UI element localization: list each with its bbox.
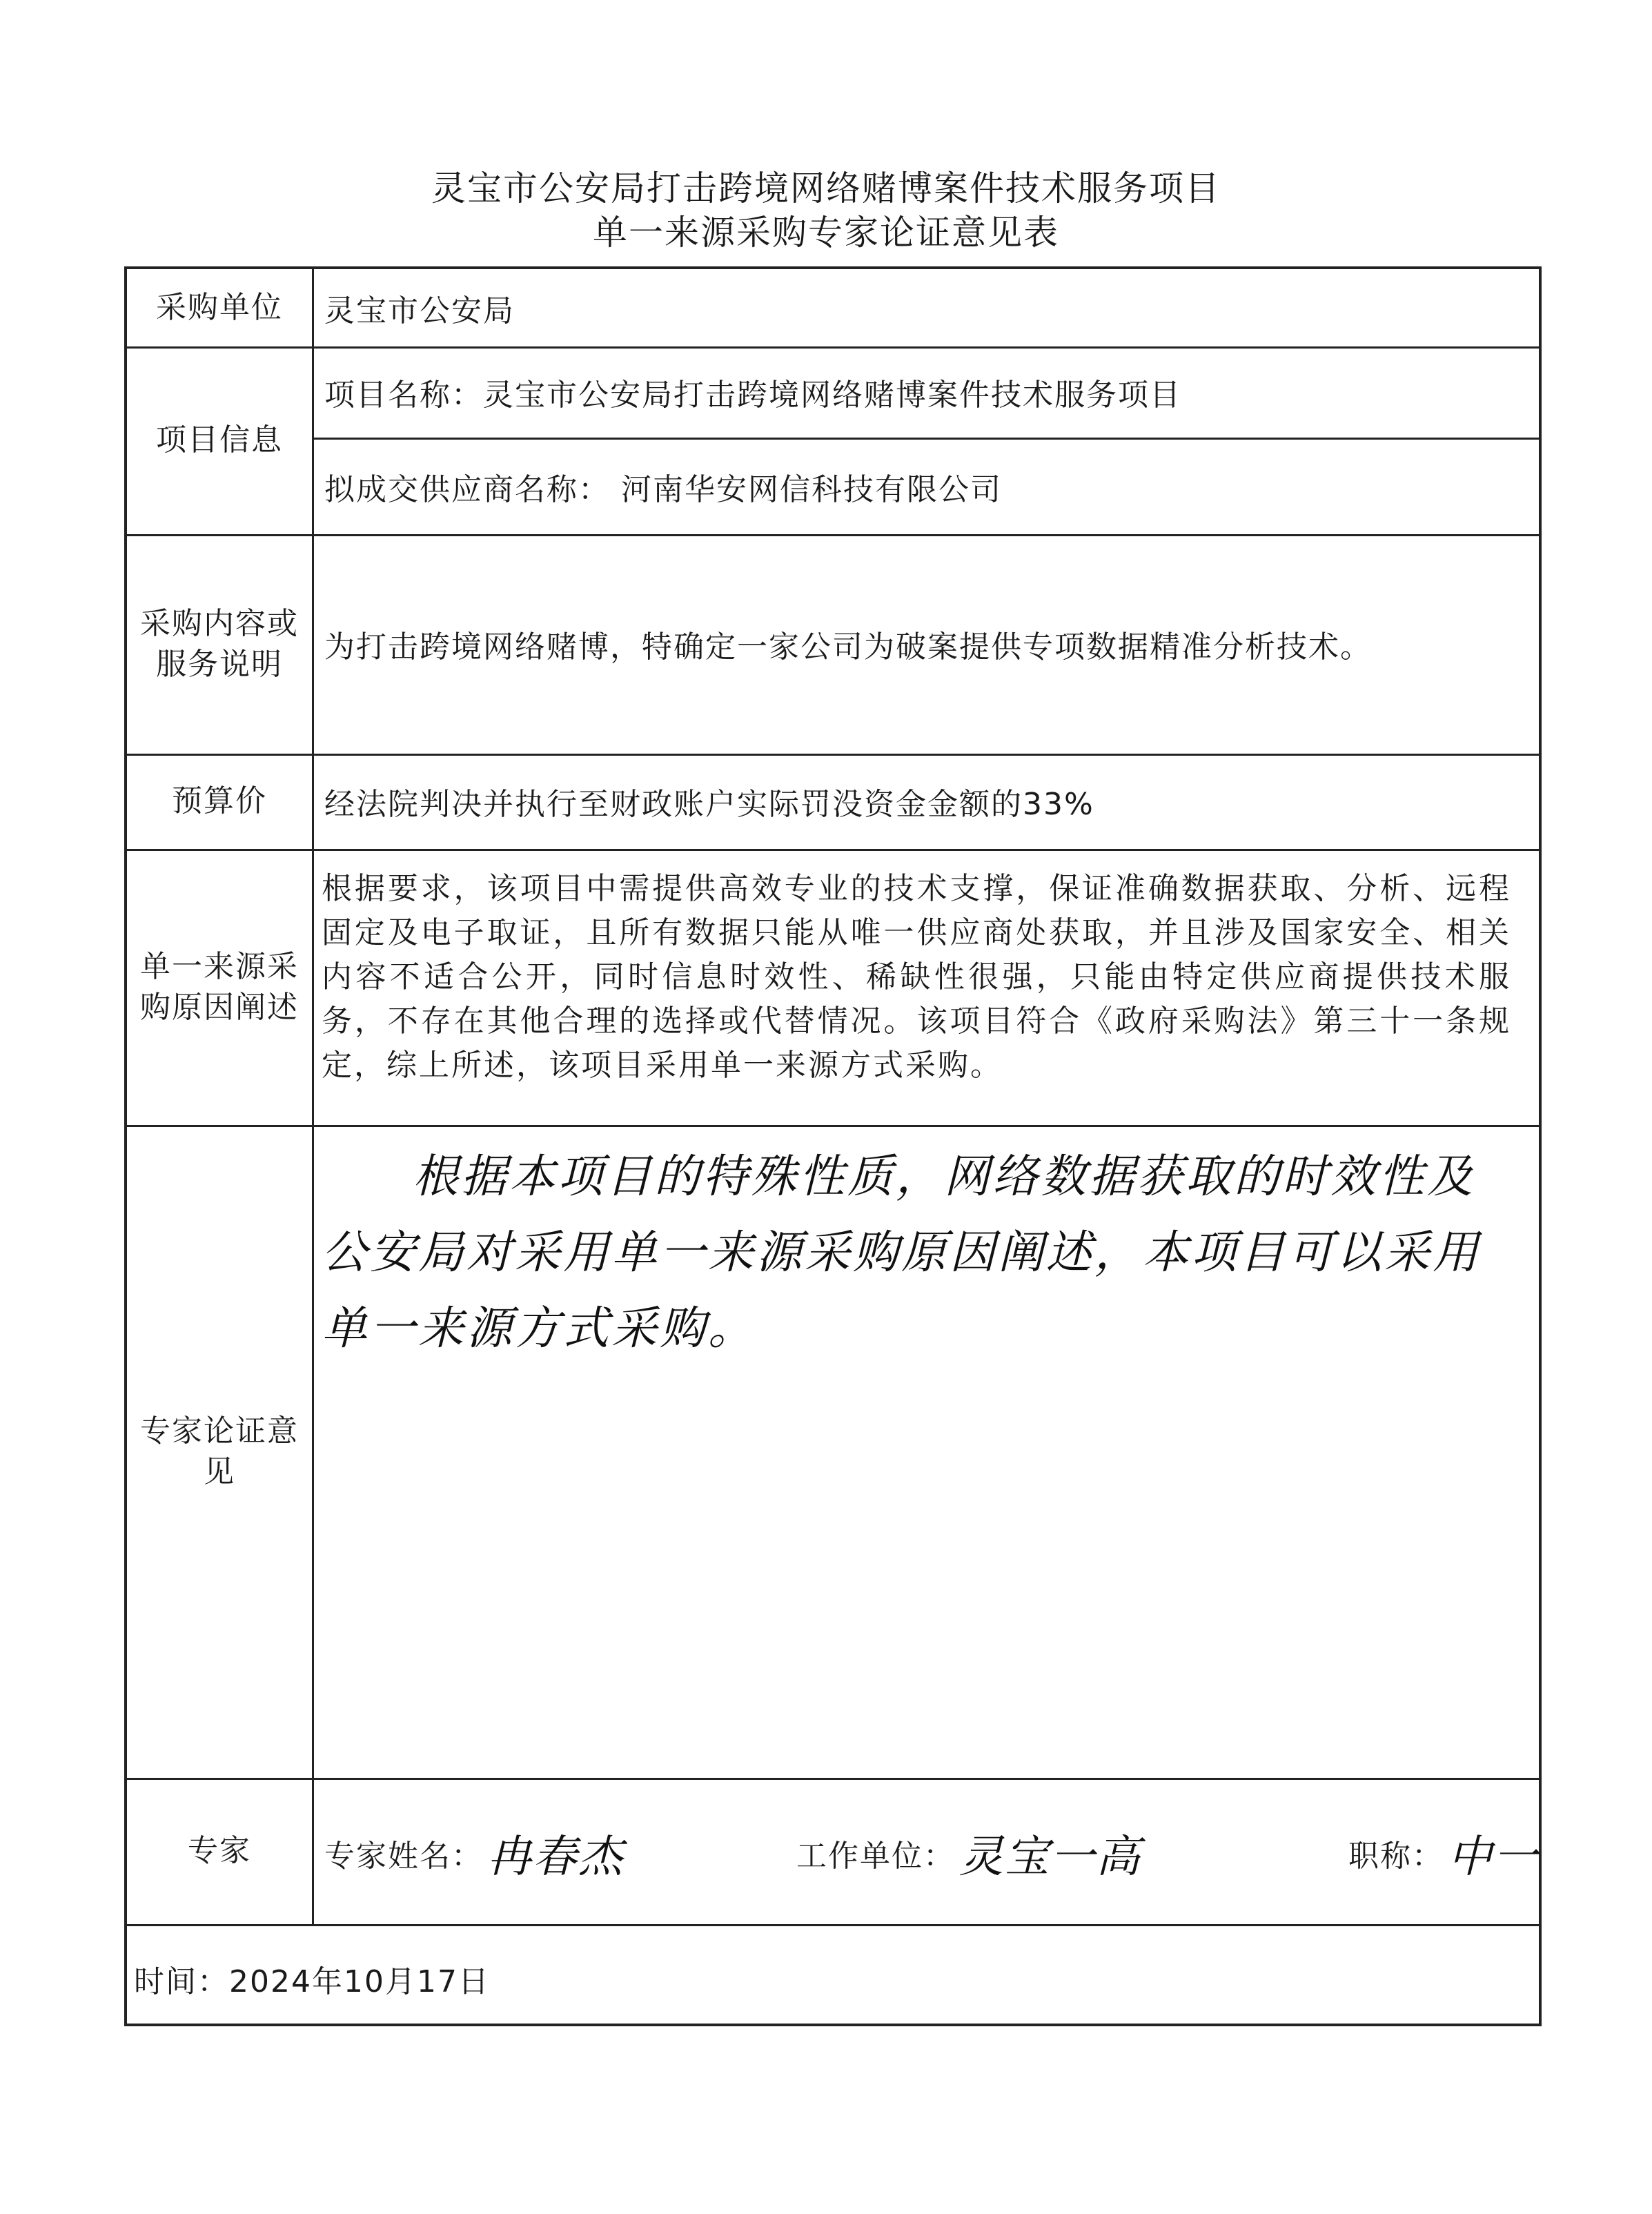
opinion-label: 专家论证意 见 xyxy=(140,1413,299,1489)
form-title-line2: 单一来源采购专家论证意见表 xyxy=(593,213,1059,253)
budget-label: 预算价 xyxy=(172,783,267,819)
expert-details xyxy=(313,1781,1539,1925)
expert-title-field xyxy=(1348,1781,1539,1925)
expert-label: 专家 xyxy=(188,1833,251,1869)
purchaser-label: 采购单位 xyxy=(156,290,283,326)
content-label: 采购内容或 服务说明 xyxy=(140,605,299,682)
reason-label: 单一来源采 购原因阐述 xyxy=(140,948,299,1025)
expert-title-label: 职称： xyxy=(1348,1838,1444,1874)
form-title-line1: 灵宝市公安局打击跨境网络赌博案件技术服务项目 xyxy=(431,168,1221,208)
purchaser-value: 灵宝市公安局 xyxy=(324,293,515,329)
row-divider xyxy=(127,849,1539,851)
row-divider xyxy=(127,1778,1539,1780)
date-line: 时间：2024年10月17日 xyxy=(134,1964,490,1999)
handwritten-opinion: 根据本项目的特殊性质，网络数据获取的时效性及公安局对采用单一来源采购原因阐述，本项目可以采用单一来源方式采购。 xyxy=(322,1150,1481,1355)
expert-title-handwritten: 中一 xyxy=(1448,1831,1539,1883)
expert-unit-field xyxy=(796,1781,1141,1925)
expert-unit-handwritten: 灵宝一高 xyxy=(959,1831,1141,1883)
project-info-label: 项目信息 xyxy=(156,422,283,458)
content-value: 为打击跨境网络赌博，特确定一家公司为破案提供专项数据精准分析技术。 xyxy=(324,629,1372,665)
project-name: 项目名称：灵宝市公安局打击跨境网络赌博案件技术服务项目 xyxy=(324,378,1181,413)
row-divider xyxy=(127,1125,1539,1127)
expert-name-field xyxy=(324,1781,624,1925)
expert-opinion-form xyxy=(124,266,1542,2026)
expert-unit-label: 工作单位： xyxy=(796,1838,955,1874)
reason-value: 根据要求，该项目中需提供高效专业的技术支撑，保证准确数据获取、分析、远程固定及电子取证，且所有数据只能从唯一供应商处获取，并且涉及国家安全、相关内容不适合公开，同时信息时效性、稀缺性很强，只能由特定供应商提供技术服务，不存在其他合理的选择或代替情况。该项目符合《政府采购法》第三十一条规定，综上所述，该项目采用单一来源方式采购。 xyxy=(322,871,1511,1083)
expert-name-signature: 冉春杰 xyxy=(487,1831,624,1883)
budget-value: 经法院判决并执行至财政账户实际罚没资金金额的33% xyxy=(324,787,1094,822)
expert-name-label: 专家姓名： xyxy=(324,1838,483,1874)
supplier-name: 拟成交供应商名称： 河南华安网信科技有限公司 xyxy=(324,472,1002,507)
